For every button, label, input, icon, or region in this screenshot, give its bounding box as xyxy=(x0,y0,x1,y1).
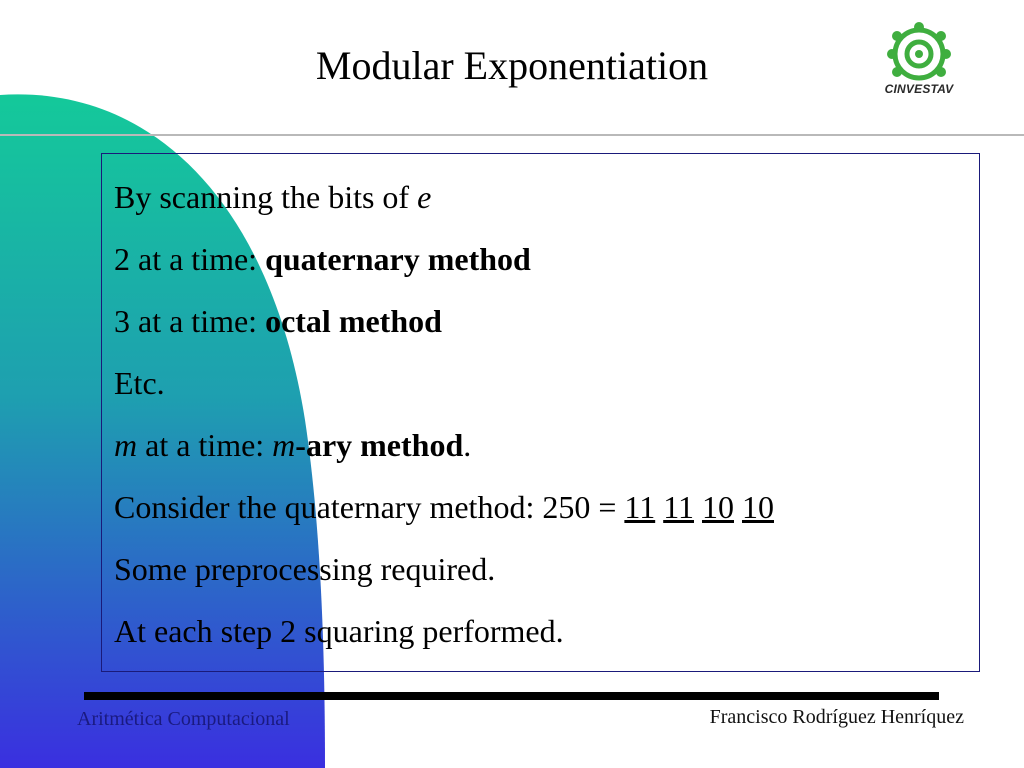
bit-group: 11 xyxy=(624,489,656,525)
line-quaternary: 2 at a time: quaternary method xyxy=(114,241,531,277)
logo-text: CINVESTAV xyxy=(884,82,954,96)
line-scanning-bits: By scanning the bits of e xyxy=(114,179,432,215)
line-preprocessing: Some preprocessing required. xyxy=(114,551,496,587)
bit-group: 10 xyxy=(702,489,734,525)
footer-author: Francisco Rodríguez Henríquez xyxy=(709,706,964,728)
bit-group: 10 xyxy=(742,489,774,525)
line-octal: 3 at a time: octal method xyxy=(114,303,442,339)
line-m-ary: m at a time: m-ary method. xyxy=(114,427,472,463)
bullet-list xyxy=(114,166,774,662)
title-divider xyxy=(0,134,1024,136)
footer-course-name: Aritmética Computacional xyxy=(77,708,290,730)
bit-group: 11 xyxy=(663,489,694,525)
footer-divider xyxy=(84,692,939,700)
line-etc: Etc. xyxy=(114,365,165,401)
slide-title: Modular Exponentiation xyxy=(315,43,709,88)
line-squaring: At each step 2 squaring performed. xyxy=(114,613,564,649)
line-consider-250: Consider the quaternary method: 250 = 11 11 10 10 xyxy=(114,489,774,525)
